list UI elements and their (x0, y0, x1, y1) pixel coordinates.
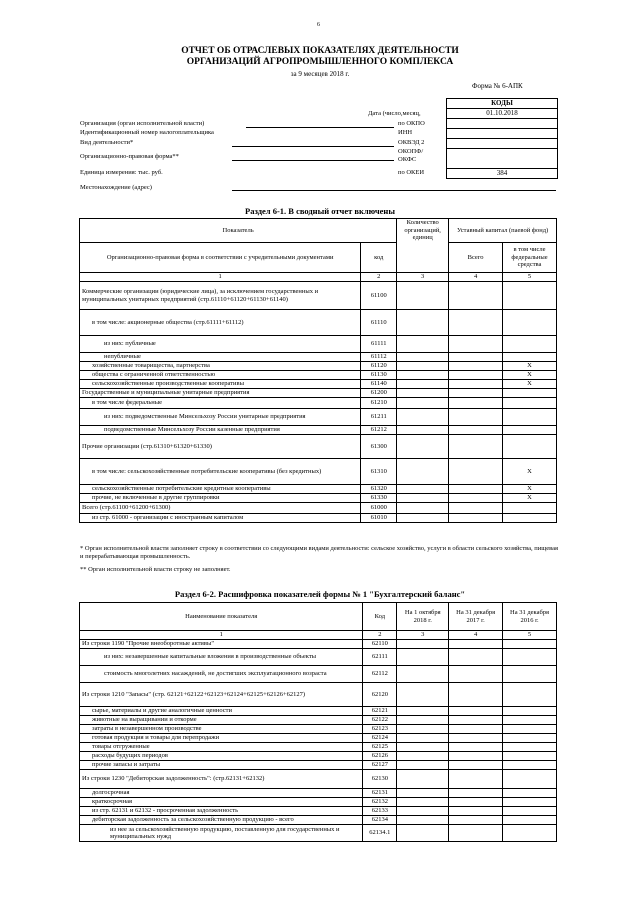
s2-row-code: 62125 (363, 743, 397, 752)
s1-row (80, 435, 557, 459)
s1-row-code: 61330 (361, 494, 397, 503)
s2-row-name: расходы будущих периодов (80, 752, 363, 761)
form-name: Форма № 6-АПК (472, 82, 523, 90)
section1-table (79, 218, 557, 523)
s2-value-cell[interactable] (449, 761, 503, 770)
s2-value-cell[interactable] (449, 807, 503, 816)
s2-colnum: 3 (397, 631, 449, 640)
s1-count-cell[interactable] (397, 503, 449, 514)
s2-value-cell[interactable] (397, 666, 449, 683)
s1-row (80, 398, 557, 409)
s1-row-name: из них: публичные (80, 336, 361, 353)
s2-row-name: дебиторская задолженность за сельскохозяйственную продукцию - всего (80, 816, 363, 825)
s1-federal-cell[interactable] (503, 282, 557, 310)
s1-row (80, 371, 557, 380)
s1-federal-cell[interactable] (503, 398, 557, 409)
s1-federal-cell[interactable] (503, 353, 557, 362)
s1-row-code: 61320 (361, 485, 397, 494)
s1-row-name: в том числе: акционерные общества (стр.61111+61112) (80, 310, 361, 336)
s2-row (80, 734, 557, 743)
s1-federal-cell[interactable] (503, 503, 557, 514)
s1-row (80, 362, 557, 371)
s2-name-header: Наименование показателя (80, 603, 363, 631)
s1-row (80, 503, 557, 514)
s2-value-cell[interactable] (449, 683, 503, 707)
s1-row-code: 61310 (361, 459, 397, 485)
s1-row-code: 61100 (361, 282, 397, 310)
s1-count-cell[interactable] (397, 353, 449, 362)
s1-row-name: Всего (стр.61100+61200+61300) (80, 503, 361, 514)
s1-federal-cell[interactable] (503, 435, 557, 459)
s1-row (80, 310, 557, 336)
s2-row-name: из них: незавершенные капитальные вложения в производственные объекты (80, 649, 363, 666)
inn-code-label: ИНН (398, 129, 413, 136)
s2-colnum: 4 (449, 631, 503, 640)
s1-row-name: непубличные (80, 353, 361, 362)
s2-value-cell[interactable] (397, 716, 449, 725)
s1-total-cell[interactable] (449, 371, 503, 380)
s1-row-name: в том числе федеральные (80, 398, 361, 409)
s2-row-name: Из строки 1210 "Запасы" (стр. 62121+62122+62123+62124+62125+62126+62127) (80, 683, 363, 707)
codes-table (446, 98, 558, 179)
s1-count-cell[interactable] (397, 494, 449, 503)
s2-value-cell[interactable] (397, 816, 449, 825)
s1-total-cell[interactable] (449, 503, 503, 514)
s2-row (80, 752, 557, 761)
s2-row (80, 707, 557, 716)
s2-value-cell[interactable] (503, 816, 557, 825)
s2-row (80, 640, 557, 649)
okpo-label: по ОКПО (398, 120, 425, 127)
s1-federal-cell[interactable]: X (503, 371, 557, 380)
s2-row-code: 62124 (363, 734, 397, 743)
s1-total-cell[interactable] (449, 389, 503, 398)
s1-count-cell[interactable] (397, 310, 449, 336)
s1-row (80, 353, 557, 362)
s1-count-cell[interactable] (397, 336, 449, 353)
s2-value-cell[interactable] (449, 666, 503, 683)
okei-label: по ОКЕИ (398, 169, 425, 176)
s2-row-name: из нее за сельскохозяйственную продукцию, поставленную для государственных и муниципальных нужд (80, 825, 363, 842)
s1-colnum: 2 (361, 273, 397, 282)
okved-label: ОКВЭД 2 (398, 139, 425, 146)
s1-count-cell[interactable] (397, 514, 449, 523)
s2-row-code: 62130 (363, 770, 397, 789)
s1-total-cell[interactable] (449, 409, 503, 426)
s1-row-name: в том числе: сельскохозяйственные потребительские кооперативы (без кредитных) (80, 459, 361, 485)
s1-code-header: код (361, 243, 397, 273)
s1-row-name: из них: подведомственные Минсельхозу России унитарные предприятия (80, 409, 361, 426)
s1-row-name: подведомственные Минсельхозу России казенные предприятия (80, 426, 361, 435)
s1-federal-cell[interactable]: X (503, 362, 557, 371)
s2-value-cell[interactable] (503, 716, 557, 725)
s2-row-name: готовая продукция и товары для перепродажи (80, 734, 363, 743)
s2-value-cell[interactable] (449, 743, 503, 752)
s2-row-name: Из строки 1190 "Прочие внеоборотные активы" (80, 640, 363, 649)
s1-row-code: 61112 (361, 353, 397, 362)
s2-row-code: 62126 (363, 752, 397, 761)
s1-row (80, 459, 557, 485)
s2-row (80, 683, 557, 707)
s2-value-cell[interactable] (449, 716, 503, 725)
s1-total-cell[interactable] (449, 310, 503, 336)
s1-count-cell[interactable] (397, 426, 449, 435)
s2-row (80, 743, 557, 752)
s2-row (80, 816, 557, 825)
s1-federal-cell[interactable] (503, 409, 557, 426)
s1-count-cell[interactable] (397, 485, 449, 494)
s1-row-code: 61111 (361, 336, 397, 353)
inn-value[interactable] (447, 129, 558, 139)
s1-total-cell[interactable] (449, 485, 503, 494)
s2-value-cell[interactable] (449, 770, 503, 789)
s2-value-cell[interactable] (503, 761, 557, 770)
s2-value-cell[interactable] (397, 761, 449, 770)
s2-row-name: прочие запасы и затраты (80, 761, 363, 770)
s2-value-cell[interactable] (503, 825, 557, 842)
s1-row-code: 61010 (361, 514, 397, 523)
s2-row-code: 62134.1 (363, 825, 397, 842)
activity-label: Вид деятельности* (80, 139, 134, 146)
s2-row (80, 666, 557, 683)
s1-row-code: 61140 (361, 380, 397, 389)
s2-row-name: долгосрочная (80, 789, 363, 798)
s2-value-cell[interactable] (449, 816, 503, 825)
s2-value-cell[interactable] (397, 640, 449, 649)
okved-value[interactable] (447, 139, 558, 149)
date-value[interactable]: 01.10.2018 (447, 109, 558, 119)
s1-count-cell[interactable] (397, 398, 449, 409)
page-number: 6 (317, 22, 320, 28)
s2-colnum: 1 (80, 631, 363, 640)
s2-row-name: сырье, материалы и другие аналогичные ценности (80, 707, 363, 716)
s2-value-cell[interactable] (397, 683, 449, 707)
s2-value-cell[interactable] (449, 752, 503, 761)
s1-total-cell[interactable] (449, 398, 503, 409)
s2-value-cell[interactable] (503, 807, 557, 816)
s2-row-name: краткосрочная (80, 798, 363, 807)
section1-note2: ** Орган исполнительной власти строку не заполняет. (80, 566, 231, 573)
s1-total-cell[interactable] (449, 362, 503, 371)
s2-row (80, 807, 557, 816)
s1-federal-cell[interactable] (503, 310, 557, 336)
legal-form-input-line[interactable] (232, 160, 394, 161)
s1-row-name: сельскохозяйственные производственные кооперативы (80, 380, 361, 389)
s2-value-cell[interactable] (397, 807, 449, 816)
s1-row (80, 380, 557, 389)
s1-federal-cell[interactable] (503, 514, 557, 523)
s2-value-cell[interactable] (503, 725, 557, 734)
s1-federal-cell[interactable]: X (503, 459, 557, 485)
s2-value-cell[interactable] (503, 770, 557, 789)
s2-value-cell[interactable] (449, 798, 503, 807)
s2-value-cell[interactable] (503, 752, 557, 761)
s1-count-cell[interactable] (397, 435, 449, 459)
s1-row-name: сельскохозяйственные потребительские кредитные кооперативы (80, 485, 361, 494)
s2-value-cell[interactable] (397, 734, 449, 743)
s1-indicator-header: Показатель (80, 219, 397, 243)
s2-value-cell[interactable] (397, 707, 449, 716)
s2-colnum: 2 (363, 631, 397, 640)
s2-row-code: 62120 (363, 683, 397, 707)
s1-count-cell[interactable] (397, 389, 449, 398)
s1-federal-cell[interactable] (503, 426, 557, 435)
s2-row-code: 62123 (363, 725, 397, 734)
report-title-line2: ОРГАНИЗАЦИЙ АГРОПРОМЫШЛЕННОГО КОМПЛЕКСА (186, 57, 454, 67)
s1-row-name: Прочие организации (стр.61310+61320+61330) (80, 435, 361, 459)
s2-row (80, 716, 557, 725)
s1-count-cell[interactable] (397, 282, 449, 310)
s2-value-cell[interactable] (397, 743, 449, 752)
legal-form-label: Организационно-правовая форма** (80, 153, 179, 160)
s1-federal-header: в том числе федеральные средства (503, 243, 557, 273)
s2-value-cell[interactable] (449, 734, 503, 743)
s2-row (80, 825, 557, 842)
s1-row (80, 426, 557, 435)
s1-capital-header: Уставный капитал (паевой фонд) (449, 219, 557, 243)
s1-row-code: 61120 (361, 362, 397, 371)
s1-row-name: из стр. 61000 - организации с иностранным капиталом (80, 514, 361, 523)
report-title-line1: ОТЧЕТ ОБ ОТРАСЛЕВЫХ ПОКАЗАТЕЛЯХ ДЕЯТЕЛЬНОСТИ (181, 46, 459, 56)
s1-row-name: Государственные и муниципальные унитарные предприятия (80, 389, 361, 398)
s2-row-name: животные на выращивании и откорме (80, 716, 363, 725)
s1-row (80, 282, 557, 310)
s2-value-cell[interactable] (503, 734, 557, 743)
s1-row-name: хозяйственные товарищества, партнерства (80, 362, 361, 371)
s2-row-name: товары отгруженные (80, 743, 363, 752)
s1-count-cell[interactable] (397, 459, 449, 485)
s1-federal-cell[interactable] (503, 389, 557, 398)
s2-row-name: затраты в незавершенном производстве (80, 725, 363, 734)
s1-row (80, 336, 557, 353)
okopf-label: ОКОПФ/ ОКФС (398, 148, 424, 163)
date-label: Дата (число,месяц, (368, 110, 421, 117)
org-label: Организация (орган исполнительной власти) (80, 120, 205, 127)
section1-title: Раздел 6-1. В сводный отчет включены (245, 206, 395, 216)
codes-header: КОДЫ (447, 99, 558, 109)
s2-row (80, 789, 557, 798)
s2-row-code: 62110 (363, 640, 397, 649)
s2-row-code: 62133 (363, 807, 397, 816)
s2-row-name: Из строки 1230 "Дебиторская задолженность": (стр.62131+62132) (80, 770, 363, 789)
s1-orgform-header: Организационно-правовая форма в соответствии с учредительными документами (80, 243, 361, 273)
s2-value-cell[interactable] (449, 707, 503, 716)
s1-total-cell[interactable] (449, 353, 503, 362)
s2-value-cell[interactable] (449, 789, 503, 798)
s2-row-code: 62112 (363, 666, 397, 683)
s2-colnum: 5 (503, 631, 557, 640)
s1-total-cell[interactable] (449, 426, 503, 435)
s2-value-cell[interactable] (397, 752, 449, 761)
s1-federal-cell[interactable]: X (503, 380, 557, 389)
section1-note1: * Орган исполнительной власти заполняет строку в соответствии со следующими видами деятельности: сельское хозяйство, услуги в области сельского хозяйства, пищевая и перерабатывающая промышленность. (80, 545, 558, 560)
inn-label: Идентификационный номер налогоплательщика (80, 129, 214, 136)
s1-total-cell[interactable] (449, 435, 503, 459)
s1-federal-cell[interactable]: X (503, 494, 557, 503)
s1-total-cell[interactable] (449, 336, 503, 353)
s2-row-code: 62121 (363, 707, 397, 716)
s1-row-code: 61110 (361, 310, 397, 336)
okopf-value[interactable] (447, 149, 558, 169)
s1-total-cell[interactable] (449, 514, 503, 523)
s2-row (80, 761, 557, 770)
s2-row-code: 62134 (363, 816, 397, 825)
s1-total-cell[interactable] (449, 282, 503, 310)
s1-total-cell[interactable] (449, 459, 503, 485)
s2-row-code: 62131 (363, 789, 397, 798)
s2-value-cell[interactable] (503, 743, 557, 752)
s1-total-cell[interactable] (449, 494, 503, 503)
s2-value-cell[interactable] (397, 649, 449, 666)
s1-colnum: 3 (397, 273, 449, 282)
s2-value-cell[interactable] (503, 666, 557, 683)
s2-date3-header: На 31 декабря 2016 г. (503, 603, 557, 631)
report-period: за 9 месяцев 2018 г. (290, 70, 350, 78)
s1-row-name: прочие, не включенные в другие группировки (80, 494, 361, 503)
s1-count-cell[interactable] (397, 380, 449, 389)
s1-row (80, 485, 557, 494)
s2-row-code: 62122 (363, 716, 397, 725)
s2-value-cell[interactable] (449, 649, 503, 666)
unit-label: Единица измерения: тыс. руб. (80, 169, 163, 176)
s2-row (80, 798, 557, 807)
s2-value-cell[interactable] (503, 789, 557, 798)
s2-row-code: 62132 (363, 798, 397, 807)
s2-row (80, 725, 557, 734)
s1-colnum: 4 (449, 273, 503, 282)
s2-value-cell[interactable] (397, 798, 449, 807)
s1-row (80, 514, 557, 523)
s1-colnum: 1 (80, 273, 361, 282)
s2-date2-header: На 31 декабря 2017 г. (449, 603, 503, 631)
s1-row (80, 389, 557, 398)
s2-row (80, 649, 557, 666)
s1-row-code: 61300 (361, 435, 397, 459)
activity-input-line[interactable] (232, 146, 394, 147)
s2-row-code: 62111 (363, 649, 397, 666)
s2-value-cell[interactable] (503, 798, 557, 807)
location-label: Местонахождение (адрес) (80, 184, 152, 191)
s2-value-cell[interactable] (397, 725, 449, 734)
s2-value-cell[interactable] (397, 770, 449, 789)
s1-count-header: Количество организаций, единиц (397, 219, 449, 273)
location-input-line[interactable] (232, 190, 556, 191)
s1-row-code: 61130 (361, 371, 397, 380)
s1-count-cell[interactable] (397, 362, 449, 371)
s2-date1-header: На 1 октября 2018 г. (397, 603, 449, 631)
s1-row-code: 61200 (361, 389, 397, 398)
s1-row-code: 61211 (361, 409, 397, 426)
s1-count-cell[interactable] (397, 409, 449, 426)
s1-total-header: Всего (449, 243, 503, 273)
s1-row (80, 409, 557, 426)
s1-row-code: 61212 (361, 426, 397, 435)
s2-code-header: Код (363, 603, 397, 631)
s1-row-name: общества с ограниченной ответственностью (80, 371, 361, 380)
s1-row-name: Коммерческие организации (юридические лица), за исключением государственных и муниципальных унитарных предприятий (стр.61110+61120+61130+61140) (80, 282, 361, 310)
s1-federal-cell[interactable] (503, 336, 557, 353)
s1-row-code: 61000 (361, 503, 397, 514)
okei-value[interactable]: 384 (447, 169, 558, 179)
s2-value-cell[interactable] (503, 683, 557, 707)
s2-value-cell[interactable] (449, 825, 503, 842)
s2-row-name: стоимость многолетних насаждений, не достигших эксплуатационного возраста (80, 666, 363, 683)
s2-row-code: 62127 (363, 761, 397, 770)
s2-value-cell[interactable] (503, 640, 557, 649)
s1-colnum: 5 (503, 273, 557, 282)
s2-value-cell[interactable] (397, 789, 449, 798)
okpo-value[interactable] (447, 119, 558, 129)
s1-count-cell[interactable] (397, 371, 449, 380)
s2-row (80, 770, 557, 789)
org-input-line[interactable] (246, 127, 394, 128)
s2-row-name: из стр. 62131 и 62132 - просроченная задолженность (80, 807, 363, 816)
s1-federal-cell[interactable]: X (503, 485, 557, 494)
s2-value-cell[interactable] (449, 725, 503, 734)
s1-row (80, 494, 557, 503)
s2-value-cell[interactable] (449, 640, 503, 649)
s2-value-cell[interactable] (503, 707, 557, 716)
s1-row-code: 61210 (361, 398, 397, 409)
section2-title: Раздел 6-2. Расшифровка показателей формы № 1 "Бухгалтерский баланс" (174, 589, 466, 599)
s2-value-cell[interactable] (503, 649, 557, 666)
section2-table (79, 602, 557, 842)
s2-value-cell[interactable] (397, 825, 449, 842)
s1-total-cell[interactable] (449, 380, 503, 389)
